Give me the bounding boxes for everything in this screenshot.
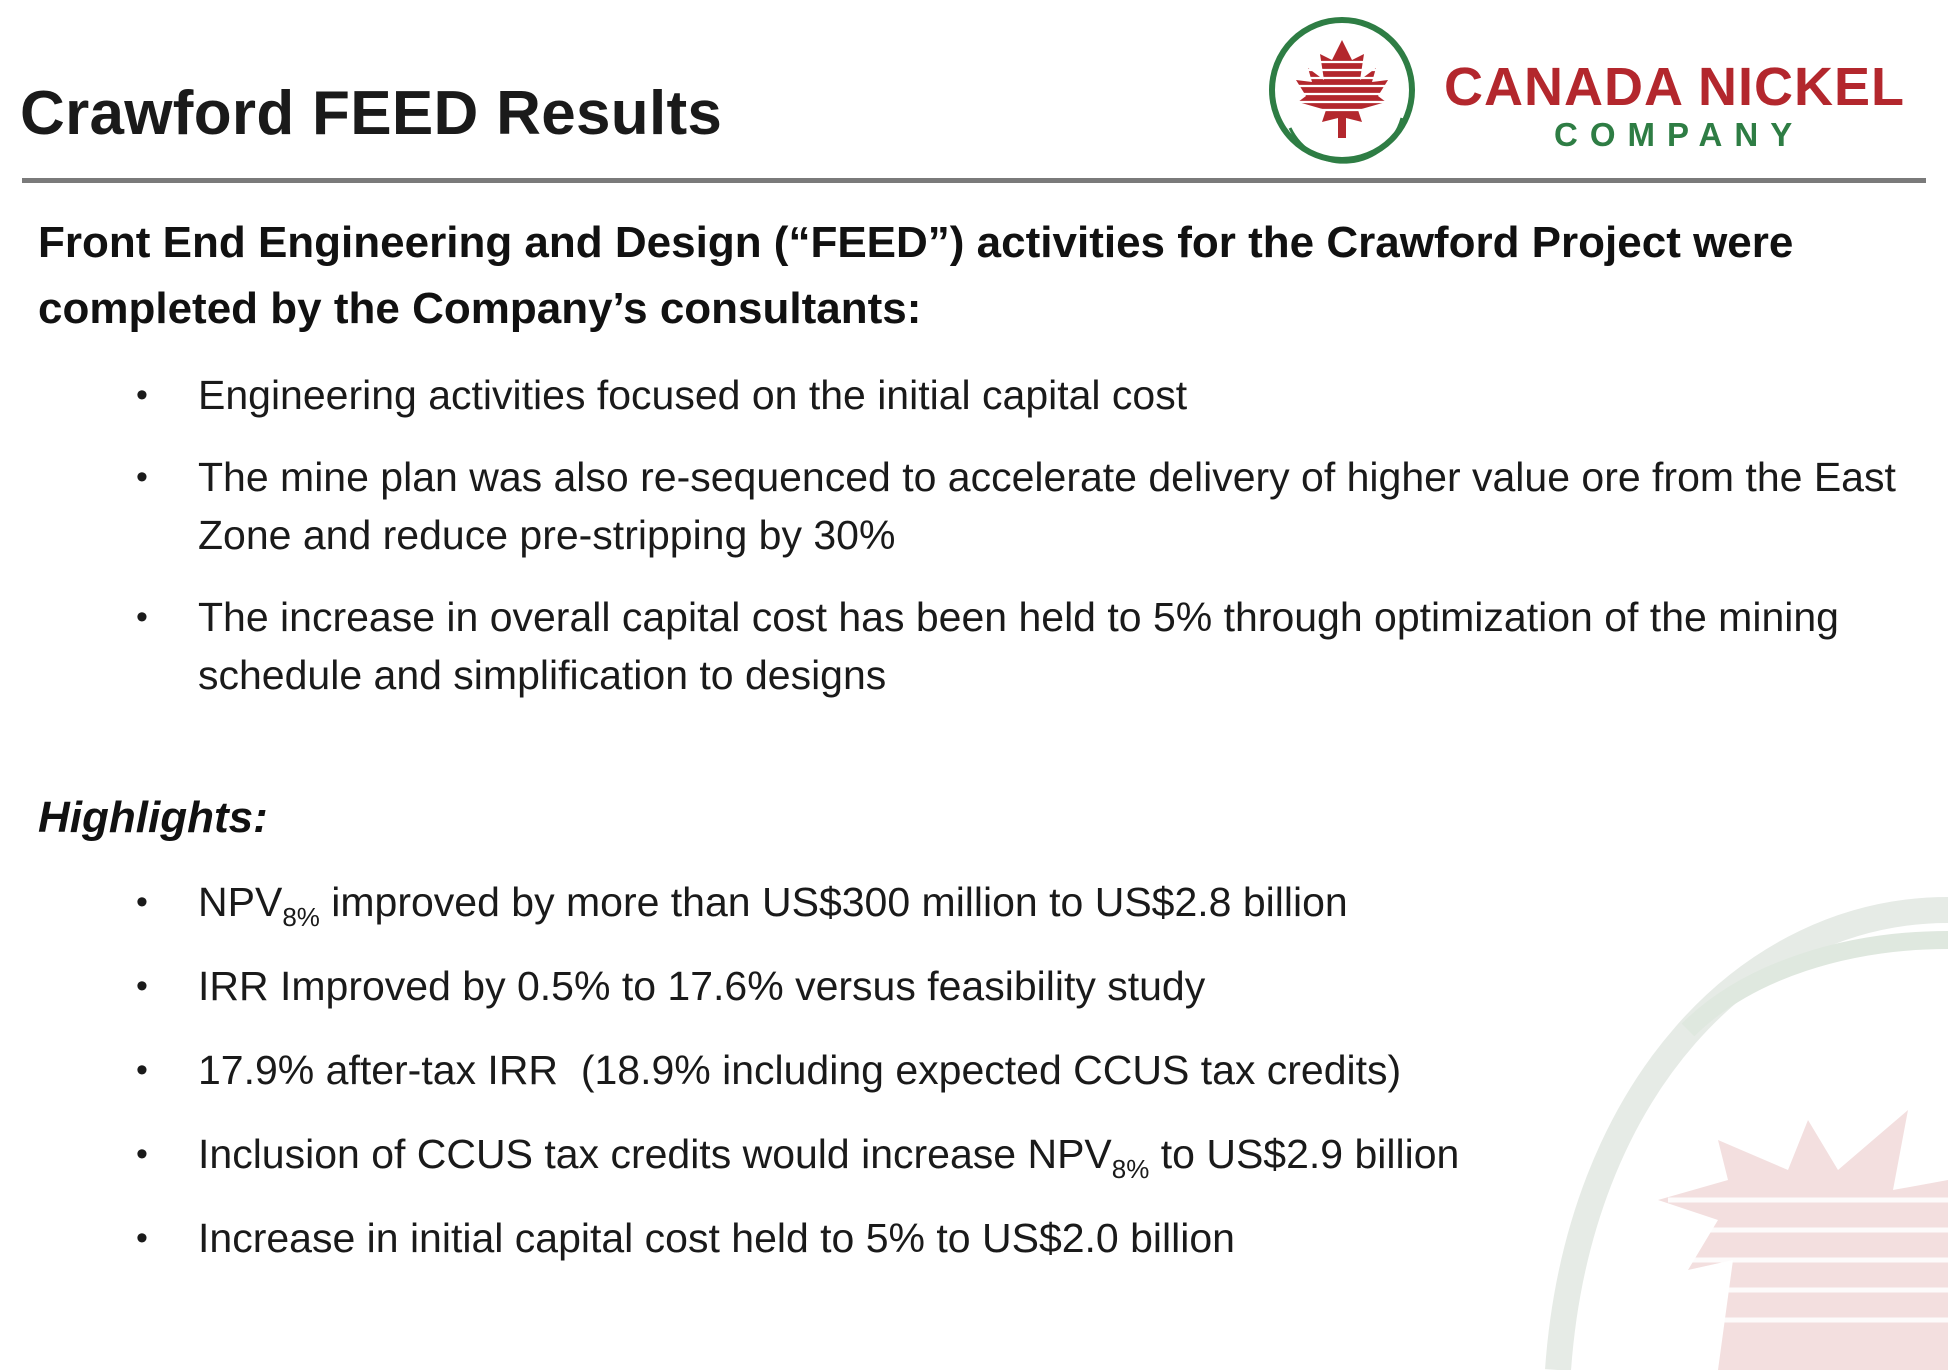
header-divider xyxy=(22,178,1926,183)
list-item xyxy=(0,1041,1700,1099)
list-item xyxy=(0,366,1920,424)
list-item-text: NPV xyxy=(198,879,283,925)
bullet-icon: • xyxy=(136,458,148,496)
list-item-text-tail: to US$2.9 billion xyxy=(1149,1131,1460,1177)
page-title: Crawford FEED Results xyxy=(20,79,723,148)
logo-company-name: CANADA NICKEL xyxy=(1444,57,1905,117)
maple-leaf-icon xyxy=(1262,8,1424,170)
logo-company-subtitle: COMPANY xyxy=(1554,116,1805,153)
list-item xyxy=(0,957,1700,1015)
list-item-text: The increase in overall capital cost has been held to 5% through optimization of the mining schedule and simplification to designs xyxy=(198,594,1839,698)
activities-list xyxy=(0,366,1920,728)
list-item-text: Engineering activities focused on the initial capital cost xyxy=(198,372,1188,418)
highlights-heading: Highlights: xyxy=(38,793,268,842)
list-item xyxy=(0,1125,1700,1183)
bullet-icon: • xyxy=(136,1219,148,1257)
bullet-icon: • xyxy=(136,598,148,636)
list-item-text: The mine plan was also re-sequenced to accelerate delivery of higher value ore from the East Zone and reduce pre-stripping by 30% xyxy=(198,454,1896,558)
bullet-icon: • xyxy=(136,967,148,1005)
list-item xyxy=(0,1209,1700,1267)
list-item-text: IRR Improved by 0.5% to 17.6% versus feasibility study xyxy=(198,963,1206,1009)
company-logo xyxy=(1262,8,1942,170)
bullet-icon: • xyxy=(136,883,148,921)
intro-paragraph: Front End Engineering and Design (“FEED”) activities for the Crawford Project were completed by the Company’s consultants: xyxy=(38,218,1794,333)
subscript: 8% xyxy=(282,902,320,932)
bullet-icon: • xyxy=(136,376,148,414)
bullet-icon: • xyxy=(136,1135,148,1173)
bullet-icon: • xyxy=(136,1051,148,1089)
highlights-list xyxy=(0,873,1700,1293)
list-item-text: 17.9% after-tax IRR (18.9% including expected CCUS tax credits) xyxy=(198,1047,1402,1093)
list-item xyxy=(0,448,1920,564)
list-item-text: Increase in initial capital cost held to 5% to US$2.0 billion xyxy=(198,1215,1235,1261)
list-item xyxy=(0,588,1920,704)
list-item xyxy=(0,873,1700,931)
subscript: 8% xyxy=(1111,1154,1150,1184)
list-item-text: Inclusion of CCUS tax credits would increase NPV xyxy=(198,1131,1112,1177)
list-item-text-tail: improved by more than US$300 million to US$2.8 billion xyxy=(319,879,1348,925)
